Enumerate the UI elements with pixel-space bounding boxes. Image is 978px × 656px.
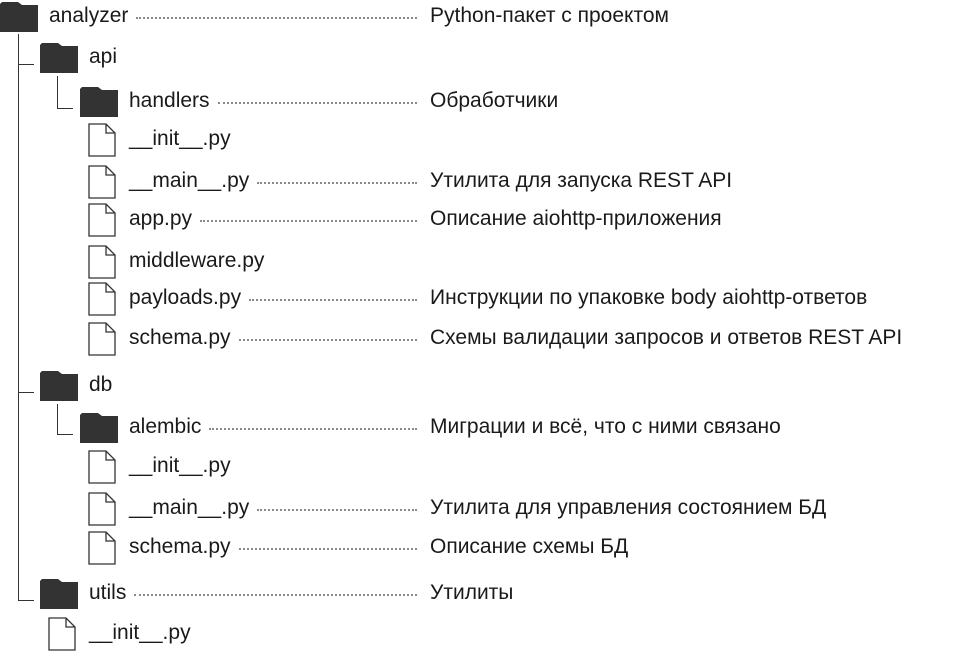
file-icon xyxy=(88,282,116,321)
leader-line xyxy=(136,17,417,19)
file-name: payloads.py xyxy=(129,286,242,309)
leader-line xyxy=(239,548,417,550)
tree-connector xyxy=(18,64,34,65)
folder-icon xyxy=(40,43,78,78)
file-name: __init__.py xyxy=(129,127,231,150)
description: Утилита для управления состоянием БД xyxy=(430,496,827,519)
file-icon xyxy=(88,322,116,361)
folder-row xyxy=(0,577,978,611)
leader-line xyxy=(257,509,417,511)
description: Инструкции по упаковке body aiohttp-ответов xyxy=(430,286,868,309)
tree-connector xyxy=(57,404,58,434)
file-icon xyxy=(48,617,76,656)
tree-connector xyxy=(57,434,73,435)
leader-line xyxy=(249,299,417,301)
description: Описание aiohttp-приложения xyxy=(430,207,722,230)
file-name: schema.py xyxy=(129,326,231,349)
folder-icon xyxy=(80,413,118,448)
file-icon xyxy=(88,492,116,531)
description: Утилита для запуска REST API xyxy=(430,169,733,192)
description: Обработчики xyxy=(430,89,559,112)
folder-row xyxy=(0,411,978,445)
file-row xyxy=(0,450,978,484)
leader-line xyxy=(239,339,417,341)
description: Описание схемы БД xyxy=(430,535,629,558)
leader-line xyxy=(200,220,417,222)
folder-name: utils xyxy=(89,581,127,604)
folder-name: db xyxy=(89,373,113,396)
leader-line xyxy=(209,428,417,430)
file-icon xyxy=(88,531,116,570)
file-row xyxy=(0,322,978,356)
file-row xyxy=(0,245,978,279)
folder-name: api xyxy=(89,45,118,68)
file-name: __main__.py xyxy=(129,496,250,519)
file-icon xyxy=(88,123,116,162)
tree-connector xyxy=(18,392,34,393)
folder-icon xyxy=(80,87,118,122)
file-icon xyxy=(88,450,116,489)
folder-row xyxy=(0,41,978,75)
folder-name: analyzer xyxy=(49,4,129,27)
file-row xyxy=(0,492,978,526)
file-name: app.py xyxy=(129,207,193,230)
file-name: middleware.py xyxy=(129,249,265,272)
file-row xyxy=(0,531,978,565)
folder-icon xyxy=(40,579,78,614)
file-row xyxy=(0,165,978,199)
folder-row xyxy=(0,85,978,119)
description: Python-пакет с проектом xyxy=(430,4,669,27)
folder-icon xyxy=(40,371,78,406)
file-name: __main__.py xyxy=(129,169,250,192)
file-icon xyxy=(88,245,116,284)
folder-icon xyxy=(0,2,38,37)
file-name: __init__.py xyxy=(89,621,191,644)
tree-connector xyxy=(57,76,58,108)
tree-connector xyxy=(57,108,73,109)
file-icon xyxy=(88,165,116,204)
tree-connector xyxy=(18,34,19,600)
file-name: __init__.py xyxy=(129,454,231,477)
description: Миграции и всё, что с ними связано xyxy=(430,415,781,438)
leader-line xyxy=(257,182,417,184)
folder-row xyxy=(0,369,978,403)
folder-name: handlers xyxy=(129,89,210,112)
leader-line xyxy=(134,594,417,596)
description: Схемы валидации запросов и ответов REST API xyxy=(430,326,903,349)
file-row xyxy=(0,617,978,651)
file-icon xyxy=(88,203,116,242)
folder-row xyxy=(0,0,978,34)
file-row xyxy=(0,282,978,316)
description: Утилиты xyxy=(430,581,514,604)
file-row xyxy=(0,123,978,157)
tree-connector xyxy=(18,600,34,601)
file-row xyxy=(0,203,978,237)
folder-name: alembic xyxy=(129,415,202,438)
file-name: schema.py xyxy=(129,535,231,558)
leader-line xyxy=(218,102,417,104)
